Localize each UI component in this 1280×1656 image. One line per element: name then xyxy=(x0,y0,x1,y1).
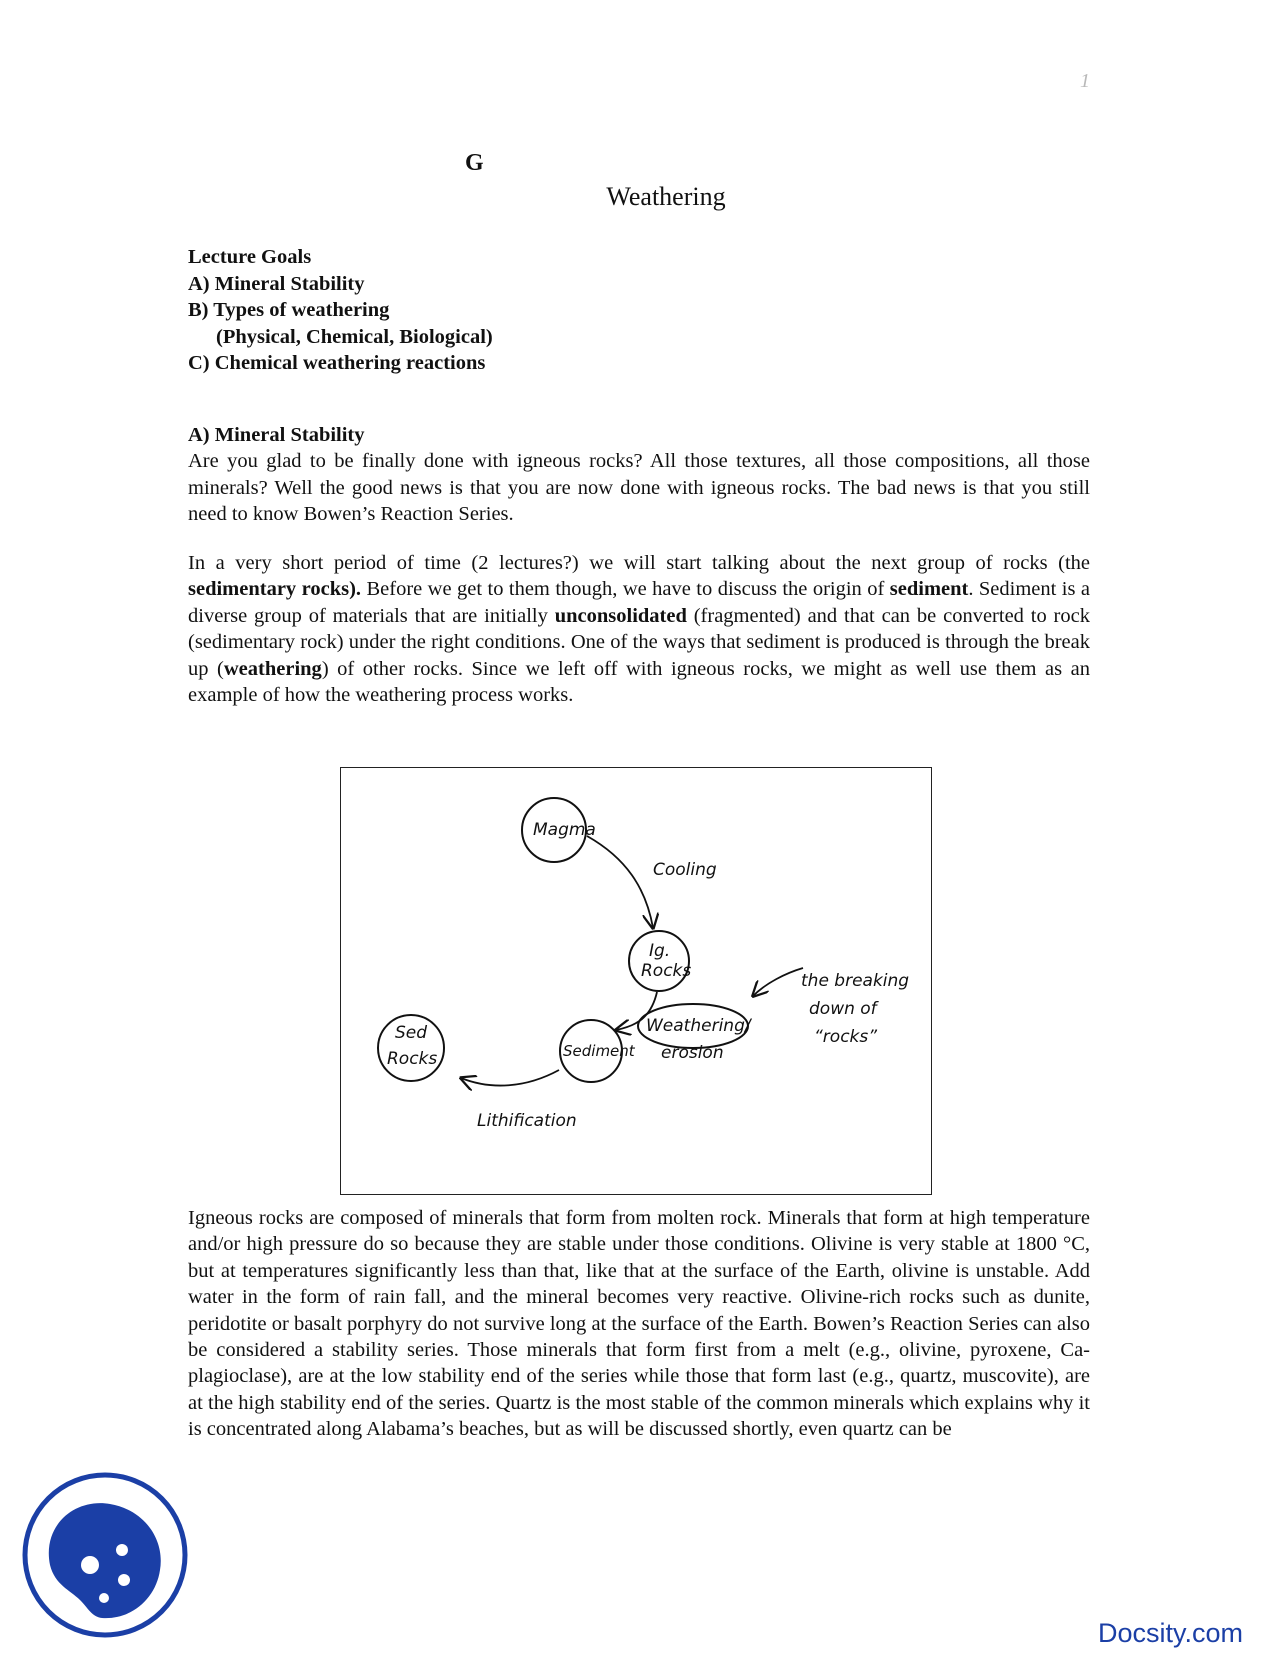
goal-item: B) Types of weathering xyxy=(188,299,390,321)
lecture-goals xyxy=(188,244,493,377)
page-title: Weathering xyxy=(606,182,726,211)
weathering-label: Weathering/ xyxy=(646,1016,751,1036)
sediment-label: Sediment xyxy=(563,1042,635,1060)
paragraph-1: Are you glad to be finally done with igneous rocks? All those textures, all those compositions, all those minerals? Well the good news is that you are now done with igneous rocks. The bad news is that you still need to know Bowen’s Reaction Series. xyxy=(188,450,1090,526)
magma-label: Magma xyxy=(533,820,596,840)
p2-text: Before we get to them though, we have to discuss the origin of xyxy=(361,578,890,601)
goal-item: A) Mineral Stability xyxy=(188,272,365,295)
ig-rocks-label: Rocks xyxy=(641,961,692,981)
annotation-line: the breaking xyxy=(801,971,910,991)
cooling-label: Cooling xyxy=(653,860,717,880)
p2-bold: unconsolidated xyxy=(554,604,687,627)
page-number: 1 xyxy=(1080,70,1090,92)
brand-watermark: Docsity.com xyxy=(1098,1618,1244,1648)
lithification-arrow xyxy=(461,1070,559,1086)
docsity-logo xyxy=(20,1470,190,1645)
p2-bold: sedimentary rocks). xyxy=(188,578,362,601)
paragraph-2 xyxy=(188,550,1090,708)
p2-bold: sediment xyxy=(889,578,969,601)
goal-item: C) Chemical weathering reactions xyxy=(188,352,486,374)
goals-heading: Lecture Goals xyxy=(188,246,312,268)
sed-rocks-label: Sed xyxy=(395,1023,428,1043)
annotation-arrow xyxy=(753,968,803,996)
paragraph-3: Igneous rocks are composed of minerals that form from molten rock. Minerals that form at high temperature and/or high pressure do so because they are stable under those conditions. Olivine is very stable at 1800 °C, but at temperatures significantly less than that, like that at the surface of the Earth, olivine is unstable. Add water in the form of rain fall, and the mineral becomes very reactive. Olivine-rich rocks such as dunite, peridotite or basalt porphyry do not survive long at the surface of the Earth. Bowen’s Reaction Series can also be considered a stability series. Those minerals that form first from a melt (e.g., olivine, pyroxene, Ca-plagioclase), are at the low stability end of the series while those that form last (e.g., quartz, muscovite), are at the high stability end of the series. Quartz is the most stable of the common minerals which explains why it is concentrated along Alabama’s beaches, but as will be discussed shortly, even quartz can be xyxy=(188,1207,1090,1441)
erosion-label: erosion xyxy=(661,1043,724,1063)
p2-text: . Sediment is a diverse group of materials that are initially xyxy=(188,578,1090,627)
ig-rocks-label: Ig. xyxy=(649,941,671,961)
section-a-intro xyxy=(188,422,1090,528)
annotation-line: “rocks” xyxy=(814,1027,878,1047)
annotation-line: down of xyxy=(809,999,877,1019)
chapter-letter: G xyxy=(465,150,484,176)
sed-rocks-label: Rocks xyxy=(387,1049,438,1069)
rock-cycle-diagram xyxy=(340,767,932,1195)
p2-text: (fragmented) and that can be converted to rock (sedimentary rock) under the right conditions. One of the ways that sediment is produced is through the break up ( xyxy=(188,604,1090,680)
p2-bold: weathering xyxy=(223,657,322,680)
lithification-label: Lithification xyxy=(477,1111,577,1131)
section-heading: A) Mineral Stability xyxy=(188,424,365,446)
p2-text: In a very short period of time (2 lectures?) we will start talking about the next group of rocks (the xyxy=(188,552,1090,574)
p2-text: ) of other rocks. Since we left off with igneous rocks, we might as well use them as an example of how the weathering process works. xyxy=(188,657,1091,707)
goal-item: (Physical, Chemical, Biological) xyxy=(216,325,493,348)
cooling-arrow xyxy=(587,836,653,928)
